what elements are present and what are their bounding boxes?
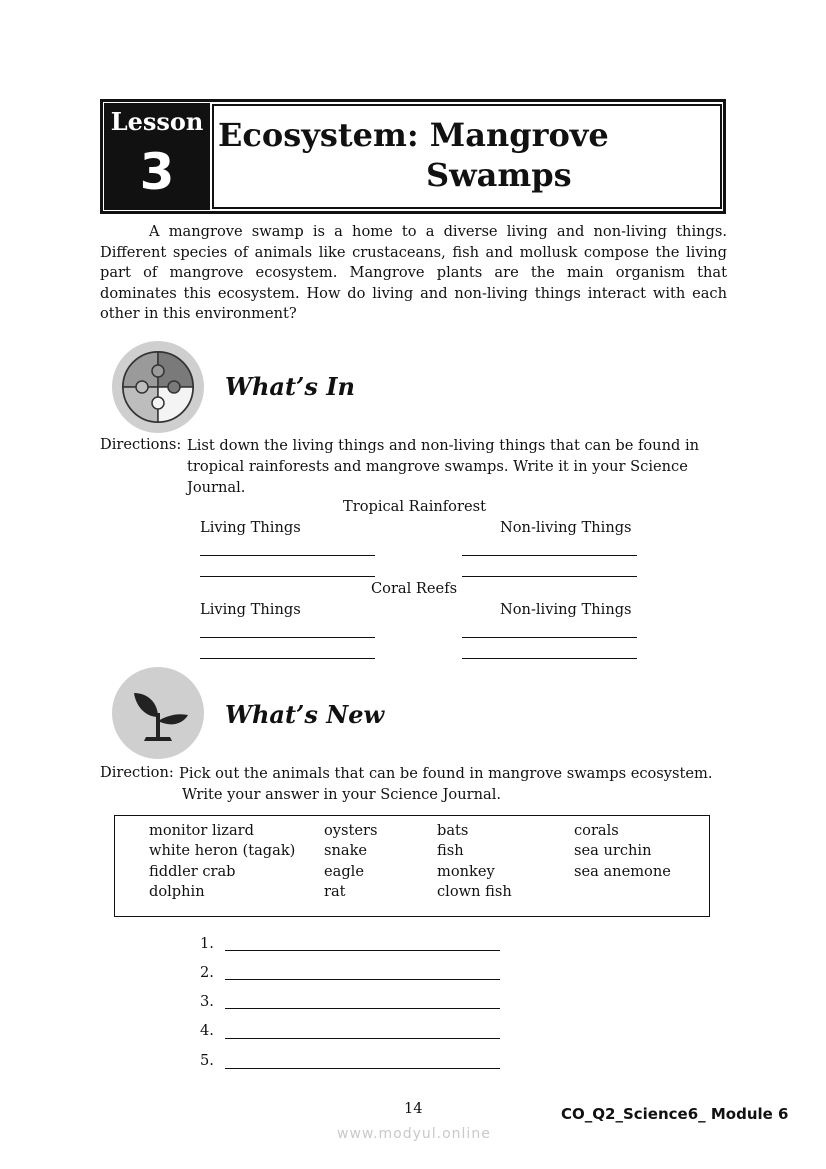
answer-line[interactable] bbox=[225, 1008, 500, 1009]
watermark: www.modyul.online bbox=[337, 1126, 491, 1142]
answer-blank[interactable] bbox=[200, 555, 375, 556]
answer-blank[interactable] bbox=[200, 658, 375, 659]
animal-choice: fiddler crab bbox=[149, 863, 236, 880]
lesson-label: Lesson bbox=[110, 107, 204, 136]
direction-line1: Pick out the animals that can be found in mangrove swamps ecosystem. bbox=[179, 765, 713, 782]
direction-label: Direction: bbox=[100, 764, 174, 781]
animal-choice: eagle bbox=[324, 863, 364, 880]
directions-line3: Journal. bbox=[187, 479, 246, 496]
animal-choice: corals bbox=[574, 822, 619, 839]
answer-line[interactable] bbox=[225, 979, 500, 980]
animal-choice: monitor lizard bbox=[149, 822, 254, 839]
directions-label: Directions: bbox=[100, 436, 182, 453]
rainforest-nonliving-label: Non-living Things bbox=[500, 519, 632, 536]
answer-line[interactable] bbox=[225, 1038, 500, 1039]
lesson-number: 3 bbox=[139, 143, 175, 201]
answer-number: 2. bbox=[200, 964, 214, 981]
lesson-title-line2: Swamps bbox=[426, 156, 572, 194]
animal-choice: fish bbox=[437, 842, 464, 859]
coral-nonliving-label: Non-living Things bbox=[500, 601, 632, 618]
whats-in-title: What’s In bbox=[225, 372, 355, 401]
tropical-rainforest-heading: Tropical Rainforest bbox=[343, 498, 486, 515]
animal-choice: snake bbox=[324, 842, 368, 859]
answer-blank[interactable] bbox=[200, 637, 375, 638]
animal-choices-box bbox=[114, 815, 710, 917]
answer-line[interactable] bbox=[225, 950, 500, 951]
animal-choice: bats bbox=[437, 822, 469, 839]
animal-choice: rat bbox=[324, 883, 346, 900]
lesson-title-box bbox=[212, 104, 722, 209]
sprout-icon bbox=[112, 667, 204, 759]
answer-number: 4. bbox=[200, 1022, 214, 1039]
animal-choice: dolphin bbox=[149, 883, 205, 900]
coral-living-label: Living Things bbox=[200, 601, 301, 618]
directions-line1: List down the living things and non-living things that can be found in bbox=[187, 437, 700, 454]
animal-choice: clown fish bbox=[437, 883, 512, 900]
animal-choice: oysters bbox=[324, 822, 378, 839]
rainforest-living-label: Living Things bbox=[200, 519, 301, 536]
animal-choice: white heron (tagak) bbox=[149, 842, 296, 859]
whats-new-title: What’s New bbox=[225, 700, 385, 729]
puzzle-icon bbox=[112, 341, 204, 433]
lesson-title-line1: Ecosystem: Mangrove bbox=[218, 116, 609, 154]
intro-text: A mangrove swamp is a home to a diverse living and non-living things. Different species of animals like crustaceans, fish and mollusk compose the living part of mangrove ecosystem. Mangrove plants are the main organism that dominates this ecosystem. How do living and non-living things interact with each other in this environment? bbox=[100, 223, 727, 322]
answer-blank[interactable] bbox=[200, 576, 375, 577]
directions-line2: tropical rainforests and mangrove swamps. Write it in your Science bbox=[187, 458, 688, 475]
answer-blank[interactable] bbox=[462, 576, 637, 577]
answer-blank[interactable] bbox=[462, 555, 637, 556]
coral-reefs-heading: Coral Reefs bbox=[371, 580, 458, 597]
answer-number: 1. bbox=[200, 935, 214, 952]
answer-number: 3. bbox=[200, 993, 214, 1010]
answer-blank[interactable] bbox=[462, 658, 637, 659]
intro-paragraph bbox=[100, 222, 727, 325]
animal-choice: sea urchin bbox=[574, 842, 652, 859]
answer-line[interactable] bbox=[225, 1068, 500, 1069]
module-code: CO_Q2_Science6_ Module 6 bbox=[561, 1105, 789, 1123]
animal-choice: monkey bbox=[437, 863, 495, 880]
page-number: 14 bbox=[404, 1100, 423, 1117]
lesson-number-box bbox=[104, 103, 210, 210]
answer-number: 5. bbox=[200, 1052, 214, 1069]
animal-choice: sea anemone bbox=[574, 863, 671, 880]
answer-blank[interactable] bbox=[462, 637, 637, 638]
direction-line2: Write your answer in your Science Journal. bbox=[182, 786, 501, 803]
